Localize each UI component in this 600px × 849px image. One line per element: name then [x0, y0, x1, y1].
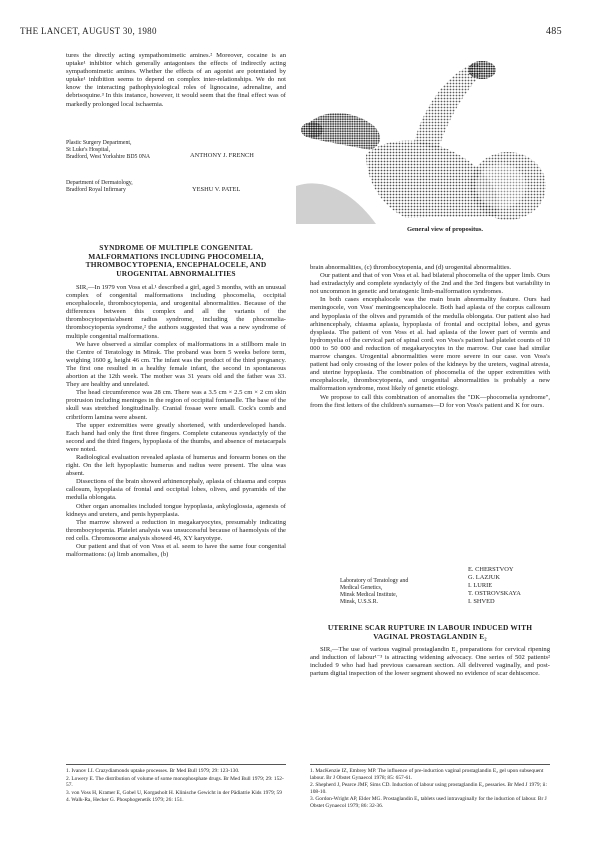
page-number: 485 — [546, 26, 562, 37]
signatory: I. LURIE — [468, 582, 493, 589]
article-2-title: UTERINE SCAR RUPTURE IN LABOUR INDUCED WITH VAGINAL PROSTAGLANDIN E₂ — [327, 623, 533, 641]
reference-item: 2. Shepherd J, Pearce JMF, Sims CD. Induction of labour using prostaglandin E₂ pessaries. Br Med J 1979; ii: 108-10. — [310, 782, 547, 795]
prev-letter-affiliation-1: Plastic Surgery Department, St Luke's Hospital, Bradford, West Yorkshire BD5 0NA — [66, 140, 151, 160]
signature-patel: YESHU V. PATEL — [192, 186, 241, 193]
article-2-references — [310, 768, 550, 811]
article-1-paragraph: The head circumference was 28 cm. There was a 3.5 cm × 2.5 cm × 2 cm skin protrusion including meninges in the region of occipital fontanelle. The base of the skull was stretched longitudinally. Cranial fossae were small. Cock's comb and cribriform lamina were absent. — [66, 389, 286, 421]
article-1-paragraph: Our patient and that of von Voss et al. had bilateral phocomelia of the upper limb. Ours had extradactyly and complete syndactyly of the 2nd and the 3rd fingers but variability in not uncommon in genetic and teratogenic limb-malformation syndromes. — [310, 272, 550, 296]
figure-caption: General view of propositus. — [406, 226, 484, 233]
article-2-paragraph: SIR,—The use of various vaginal prostaglandin E₂ preparations for cervical ripening and induction of labour¹⁻³ is attracting widening advocacy. One series of 502 patients² included 9 who had had previous caesarean section. All delivered vaginally, and post-partum digital inspection of the lower segment showed no evidence of scar dehiscence. — [310, 646, 550, 678]
article-1-right-column — [310, 264, 550, 410]
article-1-title: SYNDROME OF MULTIPLE CONGENITAL MALFORMATIONS INCLUDING PHOCOMELIA, THROMBOCYTOPENIA, ENCEPHALOCELE, AND UROGENITAL ABNORMALITIES — [85, 243, 267, 278]
reference-item: 2. Lowery E. The distribution of volume of some monophosphate drugs. Br Med Bull 1979; 29: 152-57. — [66, 775, 284, 789]
article-1-paragraph: SIR,—In 1979 von Voss et al.¹ described a girl, aged 3 months, with an unusual complex of congenital malformations including phocomelia, occipital encephalocele, thrombocytopenia, and urogenital abnormalities. Because of the differences between this complex and all the variants of the thrombocytopenia/absent radius syndrome, including the phocomelia-thrombocytopenia syndrome,² the authors suggested that was a new syndrome of multiple congenital malformations. — [66, 284, 286, 340]
reference-item: 3. Gordon-Wright AP, Elder MG. Prostaglandin E₂ tablets used intravaginally for the induction of labour. Br J Obstet Gynaecol 1979; 86: 32-36. — [310, 796, 547, 809]
signature-french: ANTHONY J. FRENCH — [190, 152, 254, 159]
prev-letter-body: tures the directly acting sympathomimetic amines.² Moreover, cocaine is an uptake¹ inhibitor which generally antagonises the effects of indirectly acting sympathomimetic amines. Whether the effects of an agonist are potentiated by uptake¹ inhibition seems to depend on complex inter-relationships. We do not know the interacting pathophysiological roles of lignocaine, adrenaline, and debrisoquine.³ In this instance, however, it would seem that the final effect was of markedly prolonged local ischaemia. — [66, 52, 286, 108]
signatory: G. LAZJUK — [468, 574, 500, 581]
article-1-left-column — [66, 284, 286, 559]
article-1-paragraph: We propose to call this combination of anomalies the "DK—phocomelia syndrome", from the first letters of the children's surnames—D for von Voss's patient and K for ours. — [310, 393, 550, 409]
article-1-paragraph: The marrow showed a reduction in megakaryocytes, presumably indicating thrombocytopenia. Platelet analysis was unsuccessful because of haemolysis of the red cells. Chromosome analysis showed 46, XY karyotype. — [66, 518, 286, 542]
signatory: I. SHVED — [468, 598, 495, 605]
article-1-affiliation: Laboratory of Teratology and Medical Genetics, Minsk Medical Institute, Minsk, U.S.S.R. — [340, 578, 409, 605]
article-1-references — [66, 768, 286, 805]
signatory: T. OSTROVSKAYA — [468, 590, 521, 597]
journal-header: THE LANCET, AUGUST 30, 1980 — [20, 26, 157, 36]
reference-item: 1. MacKenzie IZ, Embrey MP. The influence of pre-induction vaginal prostaglandin E₂ gel upon subsequent labour. Br J Obstet Gynaecol 1978; 85: 657-61. — [310, 768, 544, 781]
reference-item: 1. Ivanov I.I. Crazydiamonds uptake processes. Br Med Bull 1979; 29: 123-130. — [66, 768, 240, 774]
reference-item: 4. Walk-Ra, Hecker G. Phosphogenetik 1979; 26: 151. — [66, 797, 184, 804]
article-1-paragraph: Our patient and that of von Voss et al. seem to have the same four congenital malformations: (a) limb anomalies, (b) — [66, 543, 286, 559]
reference-item: 3. von Voss H, Kramer E, Gobel U, Korgasholt H. Klinische Gewicht in der Pädiatrie Kids 1979; 59 — [66, 789, 282, 796]
references-divider-left — [66, 764, 286, 765]
article-1-paragraph: brain abnormalities, (c) thrombocytopenia, and (d) urogenital abnormalities. — [310, 264, 512, 271]
references-divider-right — [310, 764, 550, 765]
prev-letter-affiliation-2: Department of Dermatology, Bradford Royal Infirmary — [66, 180, 133, 193]
article-1-paragraph: Radiological evaluation revealed aplasia of humerus and forearm bones on the right. On the left hypoplastic humerus and radius were present. The ulna was absent. — [66, 453, 286, 478]
article-1-paragraph: Dissections of the brain showed arhinencephaly, aplasia of chiasma and corpus callosum, hypoplasia of frontal and occipital lobes, olives, and pyramids of the medulla oblongata. — [66, 478, 286, 502]
article-2-body — [310, 646, 550, 678]
signatory: E. CHERSTVOY — [468, 566, 514, 573]
article-1-signatories — [468, 566, 521, 606]
article-1-paragraph: The upper extremities were greatly shortened, with underdeveloped hands. Each hand had only the first three fingers. Complete cutaneous syndactyly of the second and the third fingers, hypoplasia of the thumbs, and absence of metacarpals were noted. — [66, 421, 286, 453]
article-1-paragraph: We have observed a similar complex of malformations in a stillborn male in the Centre of Teratology in Minsk. The proband was born 5 weeks before term, weighing 1600 g, height 46 cm. The infant was the product of the third pregnancy. The first one resulted in a healthy female infant, the second in spontaneous abortion at the 12th week. The mother was 31 years old and the father was 33. They are healthy and unrelated. — [66, 340, 286, 389]
article-1-paragraph: In both cases encephalocele was the main brain abnormality feature. Ours had meningocele, von Voss' meningoencephalocele. Both had aplasia of the corpus callosum and hypoplasia of the olives and pyramids of the medulla oblongata. Our patient also had arhinencephaly, chiasma aplasia, hypoplasia of frontal and occipital lobes, and gyrus dysplasia. The patient of von Voss et al. had aplasia of the lower part of vermis and hydromyelia of the cervical part of spinal cord. von Voss's patient had platelet counts of 10 000 to 50 000 and reduction of megakaryocytes in the marrow. Our case had similar marrow changes. Urogenital abnormalities were more severe in our case. von Voss's patient had only crossing of the lower poles of the kidneys by the ureters, vaginal atresia, and uterine hypoplasia. The combination of phocomelia of the upper extremities with encephalocele, thrombocytopenia, and urogenital abnormalities is probably a new malformation syndrome, most likely of genetic etiology. — [310, 296, 550, 393]
prev-letter — [66, 52, 286, 109]
figure-photograph — [296, 46, 550, 224]
article-1-paragraph: Other organ anomalies included tongue hypoplasia, ankyloglossia, agenesis of kidneys and ureters, and penis hyperplasia. — [66, 502, 286, 518]
infant-photo — [296, 46, 550, 224]
